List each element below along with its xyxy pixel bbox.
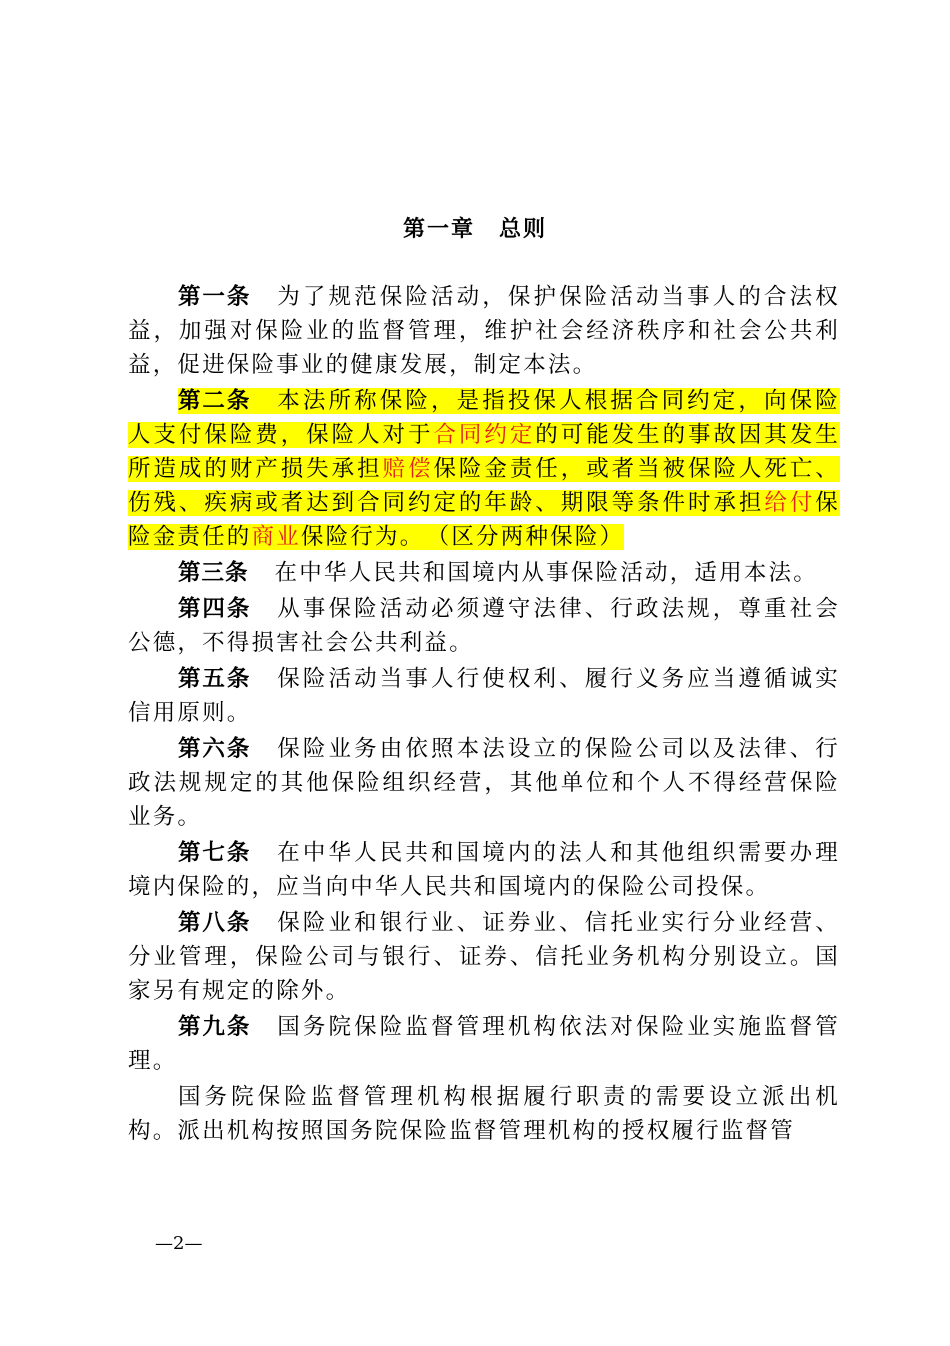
- article-text-part: 保险金责任的: [128, 490, 840, 550]
- article-8: [128, 906, 840, 1008]
- highlighted-passage: [128, 388, 840, 550]
- article-label: 第三条: [178, 560, 249, 586]
- article-text: 保险活动当事人行使权利、履行义务应当遵循诚实信用原则。: [128, 666, 840, 726]
- emphasis-text: 赔偿: [382, 456, 434, 482]
- article-text: 在中华人民共和国境内的法人和其他组织需要办理境内保险的，应当向中华人民共和国境内的保险公司投保。: [128, 840, 840, 900]
- article-text: 国务院保险监督管理机构根据履行职责的需要设立派出机构。派出机构按照国务院保险监督管理机构的授权履行监督管: [128, 1084, 840, 1144]
- article-3: [128, 556, 840, 590]
- article-text: 为了规范保险活动，保护保险活动当事人的合法权益，加强对保险业的监督管理，维护社会经济秩序和社会公共利益，促进保险事业的健康发展，制定本法。: [128, 284, 840, 378]
- article-text-part: 保险行为。: [300, 524, 414, 550]
- page-number: —2—: [155, 1233, 203, 1254]
- article-text: 国务院保险监督管理机构依法对保险业实施监督管理。: [128, 1014, 840, 1074]
- emphasis-text: 商业: [251, 524, 301, 550]
- article-label: 第一条: [178, 284, 252, 310]
- article-text-part: 本法所称保险，是指投保人根据合同约定，向保险人支付保险费，保险人对于: [128, 388, 840, 448]
- article-text-part: 保险金责任，或者当被保险人死亡、伤残、疾病或者达到合同约定的年龄、期限等条件时承担: [128, 456, 840, 516]
- article-4: [128, 592, 840, 660]
- document-body: [128, 280, 840, 1148]
- article-text: 保险业务由依照本法设立的保险公司以及法律、行政法规规定的其他保险组织经营，其他单位和个人不得经营保险业务。: [128, 736, 840, 830]
- emphasis-text: 合同约定: [433, 422, 536, 448]
- article-label: 第九条: [178, 1014, 252, 1040]
- article-9-paragraph-2: [128, 1080, 840, 1148]
- article-text-part: 的可能发生的事故因其发生所造成的财产损失承担: [128, 422, 840, 482]
- article-label: 第五条: [178, 666, 252, 692]
- article-7: [128, 836, 840, 904]
- article-2: [128, 384, 840, 554]
- article-label: 第四条: [178, 596, 252, 622]
- article-label: 第七条: [178, 840, 252, 866]
- article-label: 第八条: [178, 910, 252, 936]
- article-9: [128, 1010, 840, 1078]
- article-label: 第六条: [178, 736, 252, 762]
- article-1: [128, 280, 840, 382]
- article-5: [128, 662, 840, 730]
- article-label: 第二条: [178, 388, 252, 414]
- annotation-note: （区分两种保险）: [437, 524, 625, 550]
- emphasis-text: 给付: [764, 490, 816, 516]
- article-text: 从事保险活动必须遵守法律、行政法规，尊重社会公德，不得损害社会公共利益。: [128, 596, 840, 656]
- article-text: 在中华人民共和国境内从事保险活动，适用本法。: [274, 560, 818, 586]
- chapter-title: 第一章 总则: [402, 217, 547, 242]
- article-text: 保险业和银行业、证券业、信托业实行分业经营、分业管理，保险公司与银行、证券、信托业务机构分别设立。国家另有规定的除外。: [128, 910, 840, 1004]
- article-6: [128, 732, 840, 834]
